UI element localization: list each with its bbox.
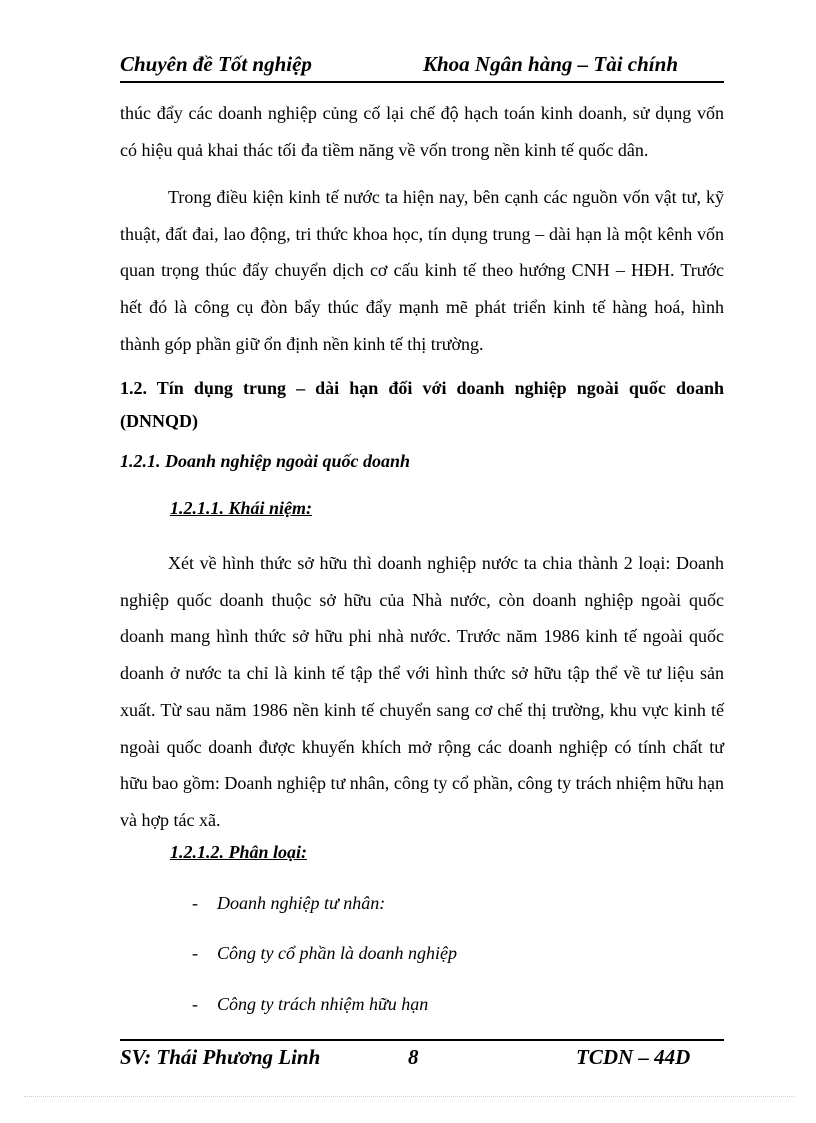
footer-student-name: SV: Thái Phương Linh xyxy=(120,1045,321,1069)
bullet-dash: - xyxy=(192,893,198,913)
bullet-dash: - xyxy=(192,943,198,963)
list-item xyxy=(192,893,385,914)
page-header xyxy=(120,52,724,82)
subsection-heading-1-2-1: 1.2.1. Doanh nghiệp ngoài quốc doanh xyxy=(120,451,411,471)
footer-class-code: TCDN – 44D xyxy=(576,1045,691,1069)
bullet-dash: - xyxy=(192,994,198,1014)
header-rule xyxy=(120,81,724,83)
footer-page-number: 8 xyxy=(408,1045,419,1069)
list-item-text: Công ty trách nhiệm hữu hạn xyxy=(217,994,429,1014)
list-item-text: Doanh nghiệp tư nhân: xyxy=(217,893,386,913)
list-item-text: Công ty cổ phần là doanh nghiệp xyxy=(217,943,457,963)
paragraph-definition: Xét về hình thức sở hữu thì doanh nghiệp nước ta chia thành 2 loại: Doanh nghiệp quốc doanh thuộc sở hữu của Nhà nước, còn doanh nghiệp ngoài quốc doanh mang hình thức sở hữu phi nhà nước. Trước năm 1986 kinh tế ngoài quốc doanh ở nước ta chỉ là kinh tế tập thể với hình thức sở hữu tập thể về tư liệu sản xuất. Từ sau năm 1986 nền kinh tế chuyển sang cơ chế thị trường, khu vực kinh tế ngoài quốc doanh được khuyến khích mở rộng các doanh nghiệp có tính chất tư hữu bao gồm: Doanh nghiệp tư nhân, công ty cổ phần, công ty trách nhiệm hữu hạn và hợp tác xã. xyxy=(120,553,724,830)
page-edge-divider xyxy=(24,1096,794,1097)
list-item xyxy=(192,943,457,964)
subsection-heading-1-2-1-1: 1.2.1.1. Khái niệm: xyxy=(170,498,313,518)
subsection-heading-1-2-1-2: 1.2.1.2. Phân loại: xyxy=(170,842,308,862)
header-department: Khoa Ngân hàng – Tài chính xyxy=(423,52,678,76)
section-heading-1-2: 1.2. Tín dụng trung – dài hạn đối với doanh nghiệp ngoài quốc doanh (DNNQD) xyxy=(120,378,724,431)
footer-rule xyxy=(120,1039,724,1041)
page-footer xyxy=(120,1045,724,1075)
paragraph-context: Trong điều kiện kinh tế nước ta hiện nay, bên cạnh các nguồn vốn vật tư, kỹ thuật, đất đai, lao động, tri thức khoa học, tín dụng trung – dài hạn là một kênh vốn quan trọng thúc đẩy chuyển dịch cơ cấu kinh tế theo hướng CNH – HĐH. Trước hết đó là công cụ đòn bẩy thúc đẩy mạnh mẽ phát triển kinh tế hàng hoá, hình thành góp phần giữ ổn định nền kinh tế thị trường. xyxy=(120,187,724,354)
header-title: Chuyên đề Tốt nghiệp xyxy=(120,52,312,76)
paragraph-intro-continuation: thúc đẩy các doanh nghiệp củng cố lại chế độ hạch toán kinh doanh, sử dụng vốn có hiệu quả khai thác tối đa tiềm năng về vốn trong nền kinh tế quốc dân. xyxy=(120,103,724,160)
list-item xyxy=(192,994,428,1015)
